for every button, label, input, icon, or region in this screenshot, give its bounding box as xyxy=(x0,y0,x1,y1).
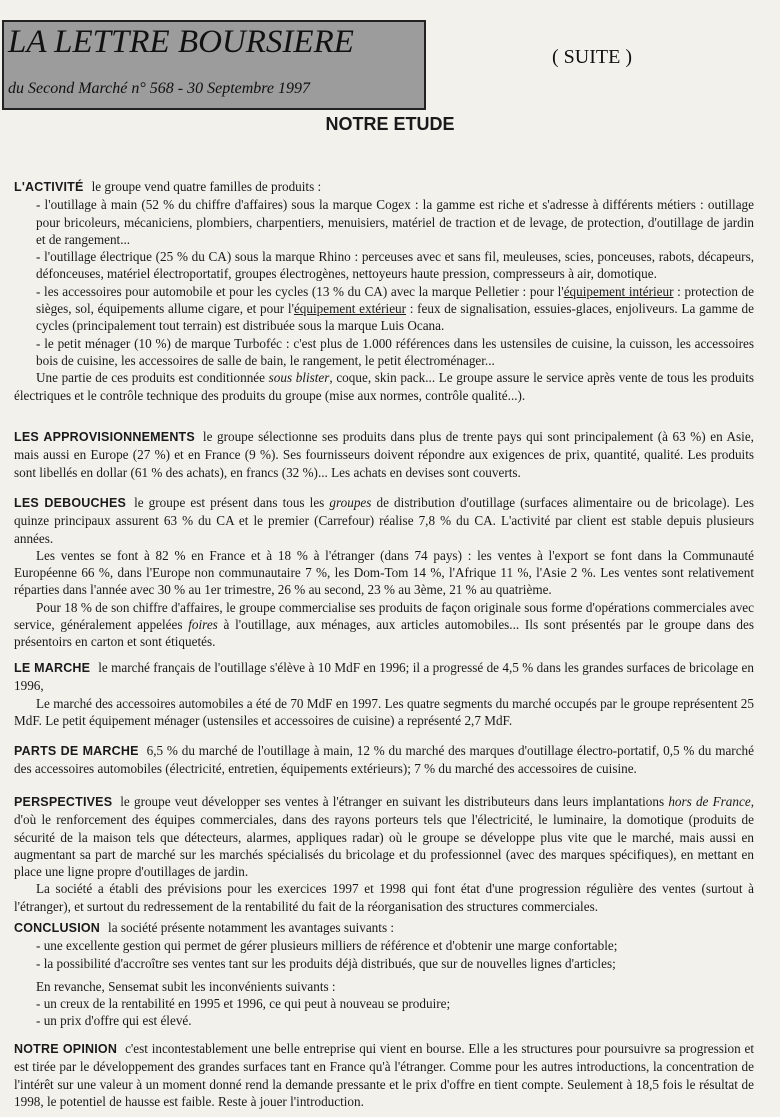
paragraph: - le petit ménager (10 %) de marque Turboféc : c'est plus de 1.000 références dans les ustensiles de cuisine, la cuisson, les accessoires bois de cuisine, les accessoires de salle de bain, le rangement, le petit électroménager... xyxy=(36,335,754,368)
section-heading: L'ACTIVITÉ xyxy=(14,180,84,194)
paragraph: c'est incontestablement une belle entreprise qui vient en bourse. Elle a les structures pour poursuivre sa progression et est tirée par le développement des grandes surfaces tant en France qu'à l'étranger. Comme pour les autres introductions, la concentration de l'intérêt sur une valeur à un moment donné rend la demande pressante et le prix d'offre en tient compte. Seulement à 18,5 fois le résultat de 1998, le potentiel de hausse est faible. Reste à jouer l'introduction. xyxy=(14,1041,754,1109)
section-perspectives: PERSPECTIVES le groupe veut développer ses ventes à l'étranger en suivant les distributeurs dans leurs implantations hors de France, d'où le renforcement des équipes commerciales, dans des rayons porteurs tels que l'électricité, le luminaire, la domotique (produits de sécurité de la maison tels que détecteurs, alarmes, appliques radar) où le groupe se développe plus vite que le marché, mais aussi en augmentant sa part de marché sur les marchés spécialisés du bricolage et du professionnel (avec des marques spécifiques), en mettant en place une ligne propre d'outillages de jardin. La société a établi des prévisions pour les exercices 1997 et 1998 qui font état d'une progression régulière des ventes (surtout à l'étranger), et surtout du redressement de la rentabilité du fait de la réorganisation des structures commerciales. xyxy=(14,794,754,914)
masthead xyxy=(2,20,426,110)
paragraph: 6,5 % du marché de l'outillage à main, 12 % du marché des marques d'outillage électro-portatif, 0,5 % du marché des accessoires automobiles (électricité, entretien, équipements extérieurs); 7 % du marché des accessoires de cuisine. xyxy=(14,743,754,777)
masthead-subtitle: du Second Marché n° 568 - 30 Septembre 1997 xyxy=(8,80,311,97)
section-heading: NOTRE OPINION xyxy=(14,1042,118,1056)
paragraph: - l'outillage à main (52 % du chiffre d'affaires) sous la marque Cogex : la gamme est riche et s'adresse à différents métiers : outillage pour bricoleurs, mécaniciens, plombiers, charpentiers, menuisiers, matériel de traction et de levage, de protection, d'outillage de jardin et de rangement... xyxy=(36,197,754,247)
section-parts-de-marche xyxy=(14,742,754,778)
section-heading: PERSPECTIVES xyxy=(14,795,113,809)
paragraph: Le marché des accessoires automobiles a été de 70 MdF en 1997. Les quatre segments du marché occupés par le groupe représentent 25 MdF. Le petit équipement ménager (ustensiles et accessoires de cuisine) a représenté 2,7 MdF. xyxy=(14,695,754,728)
section-heading: LES APPROVISIONNEMENTS xyxy=(14,430,195,444)
paragraph: Les ventes se font à 82 % en France et à 18 % à l'étranger (dans 74 pays) : les ventes à l'export se font dans la Communauté Européenne 66 %, dans l'Europe non communautaire 7 %, les Dom-Tom 14 %, l'Afrique 11 %, l'Asie 2 %. Les ventes sont relativement réparties dans l'année avec 30 % au 1er trimestre, 26 % au second, 23 % au 3ème, 21 % au quatrième. xyxy=(14,547,754,598)
section-heading: LES DEBOUCHES xyxy=(14,496,127,510)
section-marche xyxy=(14,659,754,729)
section-opinion xyxy=(14,1040,754,1110)
list-item: - la possibilité d'accroître ses ventes tant sur les produits déjà distribués, que sur de nouvelles lignes d'articles; xyxy=(36,955,616,971)
section-heading: LE MARCHE xyxy=(14,661,91,675)
suite-label: ( SUITE ) xyxy=(552,46,632,68)
underlined-text: équipement intérieur xyxy=(563,283,674,299)
paragraph: - les accessoires pour automobile et pour les cycles (13 % du CA) avec la marque Pelletier : pour l'équipement intérieur : protection de sièges, sol, équipements allume cigare, et pour l'équipement extérieur : feux de signalisation, essuies-glaces, enjoliveurs. La gamme de cycles (principalement tout terrain) est distribuée sous la marque Luis Ocana. xyxy=(36,283,754,334)
paragraph: La société a établi des prévisions pour les exercices 1997 et 1998 qui font état d'une progression régulière des ventes (surtout à l'étranger), et surtout du redressement de la rentabilité du fait de la réorganisation des structures commerciales. xyxy=(14,881,754,914)
section-intro: le groupe vend quatre familles de produits : xyxy=(91,179,322,194)
paragraph: le groupe sélectionne ses produits dans plus de trente pays qui sont principalement (à 63 %) en Asie, mais aussi en Europe (27 %) et en France (9 %). Ses fournisseurs doivent répondre aux exigences de prix, quantité, qualité. Les produits sont libellés en dollar (61 % des achats), en francs (32 %)... Les achats en devises sont couverts. xyxy=(14,429,754,480)
page-title: NOTRE ETUDE xyxy=(325,114,455,134)
list-item: - une excellente gestion qui permet de gérer plusieurs milliers de référence et d'obtenir une marge confortable; xyxy=(36,938,618,954)
section-conclusion: CONCLUSION la société présente notamment les avantages suivants : - une excellente gestion qui permet de gérer plusieurs milliers de référence et d'obtenir une marge confortable; - la possibilité d'accroître ses ventes tant sur les produits déjà distribués, que sur de nouvelles lignes d'articles; En revanche, Sensemat subit les inconvénients suivants : - un creux de la rentabilité en 1995 et 1996, ce qui peut à nouveau se produire; - un prix d'offre qui est élevé. xyxy=(14,919,754,1030)
paragraph: - l'outillage électrique (25 % du CA) sous la marque Rhino : perceuses avec et sans fil, meuleuses, scies, ponceuses, rabots, décapeurs, défonceuses, matériel électroportatif, groupes électrogènes, nettoyeurs haute pression, compresseurs à air, domotique. xyxy=(36,249,754,282)
list-item: - un prix d'offre qui est élevé. xyxy=(36,1013,192,1029)
list-item: - un creux de la rentabilité en 1995 et 1996, ce qui peut à nouveau se produire; xyxy=(36,996,451,1012)
section-debouches: LES DEBOUCHES le groupe est présent dans tous les groupes de distribution d'outillage (surfaces alimentaire ou de bricolage). Les quinze principaux assurent 63 % du CA et le premier (Carrefour) réalise 7,8 % du CA. L'activité par client est stable depuis plusieurs années. Les ventes se font à 82 % en France et à 18 % à l'étranger (dans 74 pays) : les ventes à l'export se font dans la Communauté Européenne 66 %, dans l'Europe non communautaire 7 %, les Dom-Tom 14 %, l'Afrique 11 %, l'Asie 2 %. Les ventes sont relativement réparties dans l'année avec 30 % au 1er trimestre, 26 % au second, 23 % au 3ème, 21 % au quatrième. Pour 18 % de son chiffre d'affaires, le groupe commercialise ses produits de façon originale sous forme d'opérations commerciales avec service, généralement appelées foires à l'outillage, aux ménages, aux articles automobiles... Ils sont présentés par le groupe dans des présentoirs en carton et sont étiquetés. xyxy=(14,495,754,650)
paragraph: Pour 18 % de son chiffre d'affaires, le groupe commercialise ses produits de façon originale sous forme d'opérations commerciales avec service, généralement appelées foires à l'outillage, aux ménages, aux articles automobiles... Ils sont présentés par le groupe dans des présentoirs en carton et sont étiquetés. xyxy=(14,599,754,650)
paragraph: En revanche, Sensemat subit les inconvénients suivants : xyxy=(36,978,336,994)
paragraph: Une partie de ces produits est conditionnée sous blister, coque, skin pack... Le groupe assure le service après vente de tous les produits électriques et le contrôle technique des produits du groupe (mise aux normes, contrôle qualité...). xyxy=(14,370,754,403)
section-approvisionnements xyxy=(14,428,754,481)
section-heading: PARTS DE MARCHE xyxy=(14,744,139,758)
section-activite xyxy=(14,178,754,404)
masthead-title: LA LETTRE BOURSIERE xyxy=(8,24,354,60)
paragraph: le marché français de l'outillage s'élève à 10 MdF en 1996; il a progressé de 4,5 % dans les grandes surfaces de bricolage en 1996, xyxy=(14,660,754,694)
section-heading: CONCLUSION xyxy=(14,921,101,935)
underlined-text: équipement extérieur xyxy=(293,301,407,317)
